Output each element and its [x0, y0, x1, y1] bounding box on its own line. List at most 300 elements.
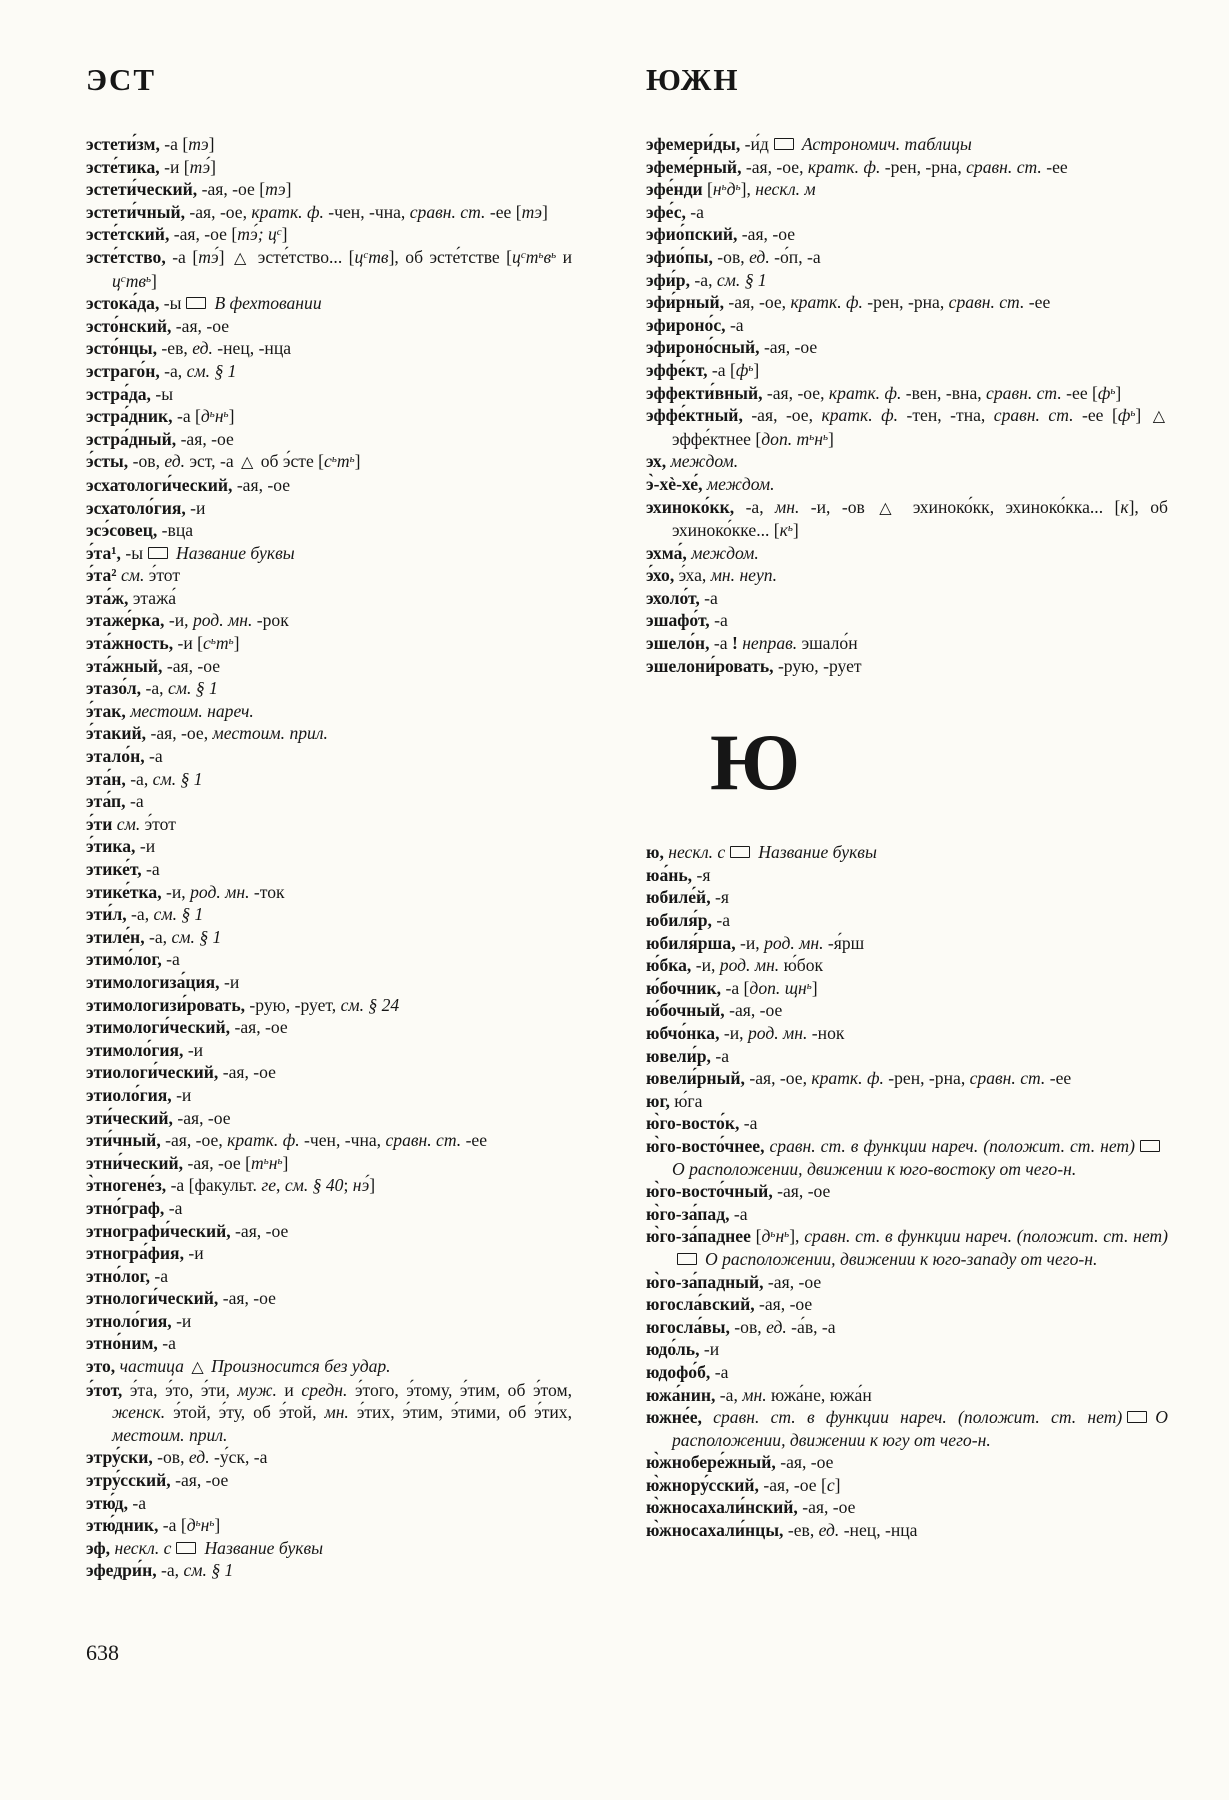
entry-text-run: кратк. ф.	[828, 382, 902, 403]
entry-text-run: юбиле́й,	[646, 887, 711, 908]
dictionary-entry	[646, 1112, 1168, 1135]
entry-text-run: -я	[710, 887, 729, 908]
entry-text-run: -и	[699, 1339, 720, 1360]
entry-text-run: кратк. ф.	[227, 1130, 300, 1151]
entry-text-run: ь	[209, 1517, 215, 1530]
entry-text-run: э̀тногене́з,	[86, 1175, 167, 1196]
entry-text-run: эта́н,	[86, 768, 126, 789]
entry-text-run: эсте́тство,	[86, 246, 166, 267]
entry-text-run: ь	[551, 248, 557, 261]
entry-text-run: -ее	[1024, 292, 1051, 313]
dictionary-entry	[86, 1492, 572, 1515]
entry-text-run: -а	[725, 314, 744, 335]
entry-text-run: ь	[735, 181, 741, 194]
dictionary-entry	[86, 360, 572, 383]
entry-text-run: -и	[183, 1243, 204, 1264]
entry-text-run: кратк. ф.	[807, 156, 881, 177]
dictionary-entry	[86, 223, 572, 246]
dictionary-entry	[86, 246, 572, 292]
entry-text-run: эфио́пы,	[646, 246, 713, 267]
entry-text-run: Астрономич. таблицы	[801, 134, 972, 154]
dictionary-entry	[86, 1197, 572, 1220]
dictionary-entry	[86, 1039, 572, 1062]
entry-text-run: н	[814, 428, 823, 449]
entry-text-run: -а	[125, 791, 144, 812]
entry-text-run: эфедри́н,	[86, 1560, 157, 1581]
entry-text-run: сравн. ст.	[385, 1130, 462, 1151]
entry-text-run: т	[215, 633, 229, 654]
entry-text-run: -и [	[173, 633, 204, 654]
entry-text-run: ц	[112, 270, 121, 291]
entry-text-run: -а [	[721, 977, 750, 998]
entry-text-run: -нец, -нца	[839, 1520, 918, 1541]
entry-text-run: эстети́ческий,	[86, 179, 198, 200]
entry-text-run: мн. неуп.	[710, 565, 777, 586]
dictionary-entry	[646, 223, 1168, 246]
entry-text-run: эфемери́ды,	[646, 134, 741, 154]
entry-text-run: -у́ск, -а	[209, 1447, 268, 1468]
entry-text-run: ю̀го-за́пад,	[646, 1203, 730, 1224]
entry-text-run: эффекти́вный,	[646, 382, 763, 403]
entry-text-run: эти́чный,	[86, 1130, 161, 1151]
entry-text-run: эстока́да,	[86, 293, 160, 314]
entry-text-run: ю̀жносахали́нский,	[646, 1497, 798, 1518]
entry-text-run: этно́ним,	[86, 1333, 158, 1354]
entry-text-run: сравн. ст.	[948, 292, 1025, 313]
entry-text-run: -о́п, -а	[769, 246, 821, 267]
entry-text-run: кратк. ф.	[821, 405, 899, 426]
entry-text-run: -а,	[156, 1560, 184, 1581]
dictionary-entry	[646, 542, 1168, 565]
dictionary-entry	[86, 722, 572, 745]
triangle-icon: △	[1152, 406, 1165, 426]
entry-text-run: с	[276, 226, 282, 239]
entry-text-run: этиле́н,	[86, 926, 145, 947]
dictionary-entry	[86, 405, 572, 428]
entry-text-run: Название буквы	[176, 542, 295, 563]
dictionary-entry	[646, 1225, 1168, 1270]
dictionary-entry	[86, 1287, 572, 1310]
entry-text-run: -ая, -ое	[230, 1220, 289, 1241]
entry-text-run: -ая, -ое	[218, 1288, 276, 1309]
entry-text-run: этногра́фия,	[86, 1243, 184, 1264]
entry-text-run: ]	[281, 224, 288, 245]
entry-text-run: эфироно́сный,	[646, 337, 760, 358]
entry-text-run: -ая, -ое,	[160, 1130, 228, 1151]
entry-text-run: э́тих, э́тим, э́тими, об э́тих,	[348, 1402, 572, 1423]
dictionary-entry	[646, 864, 1168, 887]
entry-text-run: ]	[210, 156, 216, 177]
entry-text-run: ед.	[766, 1316, 787, 1337]
entry-text-run: юг,	[646, 1090, 670, 1111]
dictionary-entry	[86, 450, 572, 474]
entry-text-run: д	[200, 406, 210, 427]
entry-text-run: мн.	[775, 496, 800, 517]
entry-text-run: югосла́вы,	[646, 1316, 730, 1337]
entry-text-run: ю́бочник,	[646, 977, 722, 998]
entry-text-run: ю́бка,	[646, 955, 692, 976]
dictionary-entry	[646, 314, 1168, 337]
dictionary-entry	[646, 564, 1168, 587]
entry-text-run: юа́нь,	[646, 864, 693, 885]
entry-text-run: юдофо́б,	[646, 1361, 711, 1382]
entry-text-run: эсте́тский,	[86, 224, 170, 245]
entry-text-run: ]	[151, 270, 157, 291]
entry-text-run: сравн. ст.	[409, 201, 486, 222]
entry-text-run: междом.	[691, 542, 759, 563]
entry-text-run: Название буквы	[758, 842, 877, 863]
entry-text-run: см. § 1	[171, 926, 222, 947]
triangle-icon: △	[241, 452, 254, 472]
entry-text-run: средн.	[301, 1379, 348, 1400]
entry-text-run: этажа́	[128, 587, 177, 608]
dictionary-entry	[86, 1265, 572, 1288]
dictionary-entry	[86, 926, 572, 949]
entry-text-run: эсто́нский,	[86, 315, 172, 336]
entry-text-run: этни́ческий,	[86, 1152, 184, 1173]
entry-text-run: эстети́зм,	[86, 134, 160, 154]
dictionary-entry	[86, 768, 572, 791]
entry-text-run: ь	[195, 1517, 201, 1530]
dictionary-entry	[86, 1107, 572, 1130]
entry-text-run: э́такий,	[86, 723, 147, 744]
entry-text-run: ],	[740, 179, 756, 200]
entry-text-run: ,	[276, 1175, 285, 1196]
entry-text-run: -чен, -чна,	[323, 201, 410, 222]
entry-text-run: ]	[834, 1474, 841, 1495]
entry-text-run: кратк. ф.	[251, 201, 324, 222]
dictionary-entry	[86, 156, 572, 179]
entry-text-run: -ы	[150, 383, 174, 404]
dictionary-entry	[86, 1379, 572, 1447]
entry-text-run: ;	[343, 1175, 353, 1196]
entry-text-run: э́та, э́то, э́ти,	[122, 1379, 238, 1400]
dictionary-entry	[646, 1316, 1168, 1339]
entry-text-run: э́тот	[144, 565, 181, 586]
entry-text-run: ф	[1117, 405, 1131, 426]
entry-text-run: э̀-хѐ-хе́,	[646, 473, 703, 494]
entry-text-run: тэ	[521, 201, 543, 222]
entry-text-run: -и,	[691, 955, 720, 976]
entry-text-run: ю́га	[669, 1090, 703, 1111]
entry-text-run: н	[200, 1515, 210, 1536]
entry-text-run: и	[276, 1379, 302, 1400]
dictionary-entry	[86, 835, 572, 858]
entry-text-run: [	[702, 179, 713, 200]
entry-text-run: -ая, -ое,	[184, 201, 252, 222]
dictionary-entry	[86, 133, 572, 156]
entry-text-run: с	[203, 633, 211, 654]
entry-text-run: -и, -ов	[799, 496, 877, 517]
entry-text-run: ь	[538, 248, 544, 261]
entry-text-run: -я	[692, 864, 711, 885]
entry-text-run: эффе́ктный,	[646, 405, 743, 426]
entry-text-run: -ая, -ое	[232, 474, 291, 495]
entry-text-run: эшелони́ровать,	[646, 655, 774, 676]
entry-text-run: ю̀жносахали́нцы,	[646, 1520, 784, 1541]
entry-text-run: -и	[183, 1039, 204, 1060]
entry-text-run: ]	[233, 633, 240, 654]
dictionary-entry	[646, 450, 1168, 473]
entry-text-run: эстра́дник,	[86, 406, 173, 427]
entry-text-run: э́того, э́тому, э́тим, об э́том,	[347, 1379, 572, 1400]
entry-text-run: местоим. нареч.	[130, 700, 254, 721]
dictionary-entry	[86, 994, 572, 1017]
entry-text-run: ь	[806, 979, 812, 992]
entry-text-run: -и,	[719, 1023, 748, 1043]
entry-text-run: В фехтовании	[214, 293, 322, 314]
entry-text-run: -рок	[252, 610, 289, 631]
entry-text-run: -а	[127, 1492, 147, 1513]
entry-text-run: эхоло́т,	[646, 587, 700, 608]
entry-text-run: -я́рш	[823, 932, 865, 953]
dictionary-entry	[646, 156, 1168, 179]
dictionary-entry	[86, 428, 572, 451]
entry-text-run: кратк. ф.	[811, 1068, 884, 1089]
dictionary-entry	[646, 291, 1168, 314]
entry-text-run: эта́жность,	[86, 633, 174, 654]
entry-text-run: -ая, -ое,	[741, 156, 808, 177]
dictionary-entry	[646, 587, 1168, 610]
dictionary-entry	[86, 790, 572, 813]
entry-text-run: ь	[809, 430, 815, 443]
dictionary-entry	[646, 632, 1168, 655]
entry-text-run: эфироно́с,	[646, 314, 726, 335]
triangle-icon: △	[879, 497, 899, 517]
entry-text-run: этиологи́ческий,	[86, 1062, 219, 1083]
entry-text-run: этазо́л,	[86, 678, 142, 699]
entry-text-run: мн.	[742, 1384, 767, 1405]
entry-text-run: н	[214, 406, 224, 427]
entry-text-run: сравн. ст. в функции нареч. (положит. ст. нет)	[713, 1407, 1123, 1428]
entry-text-run: -а	[699, 587, 718, 608]
entry-text-run: -ов,	[729, 1316, 767, 1337]
dictionary-entry	[646, 1293, 1168, 1316]
dictionary-entry	[86, 632, 572, 655]
entry-text-run: -и	[219, 971, 240, 992]
entry-text-run: этаже́рка,	[86, 610, 165, 631]
entry-text-run: -а	[709, 610, 728, 631]
dictionary-entry	[646, 909, 1168, 932]
entry-text-run: -рую, -рует	[773, 655, 862, 676]
entry-text-run: -ая, -ое	[218, 1062, 276, 1083]
dictionary-entry	[86, 519, 572, 542]
entry-text-run: ь	[823, 430, 829, 443]
entry-text-run: доп. щн	[749, 977, 807, 998]
dictionary-entry	[646, 201, 1168, 224]
entry-text-run: -а,	[690, 269, 717, 290]
dictionary-entry	[86, 1152, 572, 1175]
entry-text-run: этноло́гия,	[86, 1310, 172, 1331]
entry-text-run: -а [факульт.	[166, 1175, 262, 1196]
entry-text-run: -ая, -ое,	[146, 723, 213, 744]
entry-text-run: -и	[185, 497, 206, 518]
entry-text-run: ювели́р,	[646, 1045, 711, 1066]
entry-text-run: ]	[218, 246, 231, 267]
dictionary-entry	[646, 1361, 1168, 1384]
entry-text-run: этру́ски,	[86, 1447, 153, 1468]
entry-text-run: э́так,	[86, 700, 126, 721]
dictionary-entry	[86, 948, 572, 971]
entry-text-run: э́сты,	[86, 451, 129, 472]
dictionary-entry	[646, 133, 1168, 156]
entry-text-run: ь	[787, 522, 793, 535]
entry-text-run: сравн. ст.	[993, 405, 1074, 426]
entry-text-run: ]	[1135, 405, 1150, 426]
dictionary-entry	[86, 1355, 572, 1379]
entry-text-run: в	[543, 246, 552, 267]
entry-text-run: см. § 1	[153, 904, 204, 925]
entry-text-run: см. § 40	[284, 1175, 344, 1196]
entry-text-run: см.	[116, 813, 141, 834]
entry-text-run: -а,	[159, 360, 187, 381]
definition-box-icon	[176, 1542, 196, 1554]
entry-text-run: южне́е,	[646, 1407, 702, 1428]
entry-text-run: этике́т,	[86, 859, 142, 879]
entry-text-run: эф,	[86, 1537, 111, 1558]
dictionary-entry	[86, 1332, 572, 1355]
entry-text-run: ]	[792, 520, 799, 541]
entry-text-run: ц	[354, 246, 364, 267]
entry-text-run: ювели́рный,	[646, 1068, 745, 1089]
entry-text-run: эхиноко́кк,	[646, 496, 735, 517]
entry-text-run: О расположении, движении к югу от чего-н.	[672, 1407, 1168, 1450]
entry-text-run: !	[731, 633, 738, 654]
entry-text-run: ь	[209, 408, 215, 421]
entry-text-run: с	[363, 248, 369, 261]
entry-text-run: сравн. ст.	[969, 1068, 1046, 1089]
entry-text-run: род. мн.	[747, 1023, 808, 1043]
entry-text-run: э́тот	[140, 813, 176, 834]
entry-text-run: к	[779, 520, 788, 541]
entry-text-run: этно́граф,	[86, 1197, 165, 1218]
entry-text-run: междом.	[706, 473, 775, 494]
entry-text-run: ю̀го-за́паднее	[646, 1226, 751, 1247]
dictionary-entry	[646, 404, 1168, 450]
dictionary-entry	[646, 382, 1168, 405]
entry-text-run: ге	[261, 1175, 277, 1196]
entry-text-run: частица	[119, 1356, 184, 1377]
entry-text-run: местоим. прил.	[212, 723, 328, 744]
definition-box-icon	[1140, 1140, 1160, 1152]
entry-text-run: нескл. с	[668, 842, 726, 863]
entry-text-run: ]	[828, 428, 834, 449]
entry-text-run: эфе́нди	[646, 179, 703, 200]
dictionary-entry	[86, 337, 572, 360]
entry-text-run: -ев,	[157, 338, 193, 359]
entry-text-run: см. § 1	[183, 1560, 234, 1581]
entry-text-run: -и,	[735, 932, 765, 953]
entry-text-run: -а	[141, 859, 160, 879]
dictionary-entry	[86, 609, 572, 632]
entry-text-run: см. § 1	[186, 360, 237, 381]
dictionary-entry	[646, 1135, 1168, 1180]
definition-box-icon	[774, 138, 794, 150]
entry-text-run: эстраго́н,	[86, 360, 160, 381]
entry-text-run: сравн. ст.	[986, 382, 1062, 403]
entry-text-run: ю̀го-восто́чнее,	[646, 1135, 765, 1156]
entry-text-run: -а	[161, 949, 180, 970]
entry-text-run: -рую, -рует,	[245, 994, 341, 1015]
entry-text-run: -ая, -ое	[176, 428, 234, 449]
entry-text-run: н	[775, 1226, 785, 1247]
entry-text-run: этиоло́гия,	[86, 1084, 172, 1105]
entry-text-run: -ы	[159, 293, 182, 314]
entry-text-run: -ая, -ое	[797, 1497, 856, 1518]
entry-text-run: ц	[512, 246, 521, 267]
dictionary-entry	[646, 1496, 1168, 1519]
entry-text-run: -ее [	[485, 201, 522, 222]
right-column-entries-bottom	[646, 841, 1168, 1541]
dictionary-entry	[86, 292, 572, 315]
dictionary-entry	[86, 315, 572, 338]
entry-text-run: ю̀жнобере́жный,	[646, 1452, 776, 1473]
entry-text-run: -рен, -рна,	[880, 156, 967, 177]
dictionary-entry	[86, 1242, 572, 1265]
dictionary-entry	[86, 1310, 572, 1333]
entry-text-run: Название буквы	[204, 1537, 324, 1558]
entry-text-run: этимологизи́ровать,	[86, 994, 246, 1015]
entry-text-run: сравн. ст. в функции нареч. (положит. ст. нет)	[804, 1226, 1168, 1247]
entry-text-run: этнографи́ческий,	[86, 1220, 231, 1241]
dictionary-entry	[86, 1559, 572, 1582]
entry-text-run: -а	[710, 1361, 729, 1382]
entry-text-run: эта́ж,	[86, 587, 129, 608]
entry-text-run: -ее [	[1061, 382, 1098, 403]
dictionary-entry	[646, 886, 1168, 909]
entry-text-run: ь	[228, 635, 234, 648]
dictionary-entry	[86, 1220, 572, 1243]
entry-text-run: -а	[164, 1197, 183, 1218]
dictionary-entry	[86, 655, 572, 678]
dictionary-entry	[86, 1514, 572, 1537]
dictionary-entry	[86, 700, 572, 723]
entry-text-run: ], об эсте́тстве [	[388, 246, 513, 267]
entry-text-run: ]	[369, 1175, 376, 1196]
entry-text-run: ь	[146, 272, 152, 285]
dictionary-entry	[646, 609, 1168, 632]
entry-text-run: эстра́да,	[86, 383, 151, 404]
dictionary-entry	[86, 542, 572, 565]
entry-text-run: э́та¹,	[86, 542, 121, 563]
entry-text-run: эсэ́совец,	[86, 520, 158, 541]
definition-box-icon	[1127, 1411, 1147, 1423]
entry-text-run: -а	[710, 1045, 730, 1066]
entry-text-run: сравн. ст. в функции нареч. (положит. ст. нет)	[769, 1135, 1135, 1156]
entry-text-run: нескл. м	[755, 179, 816, 200]
entry-text-run: Произносится без удар.	[211, 1356, 391, 1377]
entry-text-run: -чен, -чна,	[299, 1130, 386, 1151]
entry-text-run: этало́н,	[86, 746, 145, 767]
entry-text-run: -ов,	[712, 246, 750, 267]
entry-text-run: эхиноко́кк, эхиноко́кка... [	[901, 496, 1121, 517]
left-column-header: ЭСТ	[86, 62, 157, 97]
entry-text-run: О расположении, движении к юго-востоку от чего-н.	[672, 1158, 1077, 1179]
entry-text-run: -а [	[707, 359, 736, 380]
entry-text-run: -нец, -нца	[212, 338, 292, 359]
entry-text-run: -ее [	[1073, 405, 1118, 426]
definition-box-icon	[677, 1253, 697, 1265]
entry-text-run: ],	[789, 1226, 805, 1247]
entry-text-run: -ая, -ое	[772, 1181, 831, 1202]
entry-text-run: -ая, -ое,	[744, 1068, 812, 1089]
entry-text-run: к	[1120, 496, 1129, 517]
entry-text-run: ]	[285, 179, 292, 200]
entry-text-run: эфе́с,	[646, 201, 686, 222]
entry-text-run: -а [	[159, 134, 189, 154]
entry-text-run: см. § 1	[152, 768, 203, 789]
entry-text-run: -ая, -ое	[724, 1000, 783, 1021]
